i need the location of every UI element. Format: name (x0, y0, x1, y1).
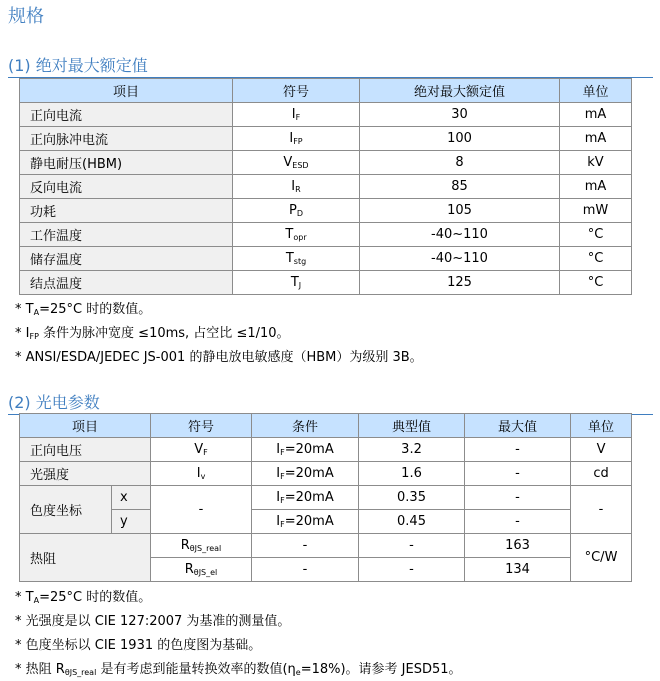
header-unit: 单位 (571, 414, 632, 438)
cell-symbol: $P_D$ (233, 199, 360, 223)
note-2-1: * $T_A=25^\circ C$ 时的数值。 (15, 590, 152, 605)
table-row (20, 199, 632, 223)
table-row-thermal-real (20, 534, 632, 558)
header-max: 最大值 (465, 414, 571, 438)
cell-item: 热阻 (20, 534, 151, 582)
table-row (20, 103, 632, 127)
optical-table (19, 413, 632, 582)
cell-typical: 0.45 (359, 510, 465, 534)
cell-condition: - (252, 558, 359, 582)
cell-value: -40~110 (360, 223, 560, 247)
cell-condition: $I_F=20mA$ (252, 486, 359, 510)
note-2-4: * 热阻 $R_{\theta JS\_real}$ 是有考虑到能量转换效率的数值$(\eta_e=18\%)$。请参考 JESD51。 (15, 662, 462, 677)
cell-unit: - (571, 486, 632, 534)
cell-item: 功耗 (20, 199, 233, 223)
table-row-chroma-x (20, 486, 632, 510)
cell-item: 储存温度 (20, 247, 233, 271)
cell-item: 反向电流 (20, 175, 233, 199)
cell-symbol: $I_F$ (233, 103, 360, 127)
cell-unit: cd (571, 462, 632, 486)
cell-item: 静电耐压(HBM) (20, 151, 233, 175)
note-2-2: * 光强度是以 CIE 127:2007 为基准的测量值。 (15, 614, 291, 629)
note-1-3: * ANSI/ESDA/JEDEC JS-001 的静电放电敏感度（HBM）为级别 3B。 (15, 350, 423, 365)
header-typical: 典型值 (359, 414, 465, 438)
cell-condition: $I_F=20mA$ (252, 438, 359, 462)
section-title-optical: (2) 光电参数 (8, 390, 653, 415)
cell-value: 30 (360, 103, 560, 127)
cell-sub-label: x (112, 486, 151, 510)
table-row (20, 175, 632, 199)
cell-condition: $I_F=20mA$ (252, 462, 359, 486)
header-symbol: 符号 (151, 414, 252, 438)
cell-max: - (465, 510, 571, 534)
cell-symbol: - (151, 486, 252, 534)
cell-item: 正向电流 (20, 103, 233, 127)
page-title: 规格 (8, 6, 44, 27)
cell-value: 8 (360, 151, 560, 175)
cell-max: - (465, 462, 571, 486)
table-row (20, 127, 632, 151)
cell-condition: $I_F=20mA$ (252, 510, 359, 534)
cell-max: 134 (465, 558, 571, 582)
note-1-1: * $T_A=25^\circ C$ 时的数值。 (15, 302, 152, 317)
absolute-max-table (19, 78, 632, 295)
cell-value: 100 (360, 127, 560, 151)
cell-item: 结点温度 (20, 271, 233, 295)
cell-symbol: $R_{\theta JS\_el}$ (151, 558, 252, 582)
cell-max: 163 (465, 534, 571, 558)
cell-unit: mA (560, 103, 632, 127)
cell-unit: mA (560, 175, 632, 199)
cell-value: 105 (360, 199, 560, 223)
cell-condition: - (252, 534, 359, 558)
table-row-chroma-y (20, 510, 632, 534)
header-item: 项目 (20, 79, 233, 103)
cell-symbol: $I_v$ (151, 462, 252, 486)
note-2-3: * 色度坐标以 CIE 1931 的色度图为基础。 (15, 638, 262, 653)
cell-symbol: $R_{\theta JS\_real}$ (151, 534, 252, 558)
table-header-row (20, 79, 632, 103)
cell-value: -40~110 (360, 247, 560, 271)
cell-typical: 3.2 (359, 438, 465, 462)
section-title-absolute-max: (1) 绝对最大额定值 (8, 53, 653, 78)
cell-value: 85 (360, 175, 560, 199)
cell-unit: °C/W (571, 534, 632, 582)
header-condition: 条件 (252, 414, 359, 438)
cell-unit: °C (560, 223, 632, 247)
header-symbol: 符号 (233, 79, 360, 103)
header-rating: 绝对最大额定值 (360, 79, 560, 103)
table-row-forward-voltage (20, 438, 632, 462)
cell-unit: kV (560, 151, 632, 175)
cell-unit: °C (560, 247, 632, 271)
header-unit: 单位 (560, 79, 632, 103)
cell-symbol: $I_R$ (233, 175, 360, 199)
table-row (20, 223, 632, 247)
header-item: 项目 (20, 414, 151, 438)
cell-item: 正向电压 (20, 438, 151, 462)
cell-unit: mW (560, 199, 632, 223)
cell-item: 正向脉冲电流 (20, 127, 233, 151)
cell-unit: V (571, 438, 632, 462)
cell-unit: mA (560, 127, 632, 151)
note-1-2: * $I_{FP}$ 条件为脉冲宽度 ≤10ms, 占空比 ≤1/10。 (15, 326, 290, 341)
cell-symbol: $I_{FP}$ (233, 127, 360, 151)
cell-symbol: $V_{ESD}$ (233, 151, 360, 175)
cell-symbol: $T_J$ (233, 271, 360, 295)
cell-typical: 0.35 (359, 486, 465, 510)
cell-item: 光强度 (20, 462, 151, 486)
cell-typical: - (359, 558, 465, 582)
table-row-luminous (20, 462, 632, 486)
cell-typical: - (359, 534, 465, 558)
cell-max: - (465, 486, 571, 510)
cell-item: 工作温度 (20, 223, 233, 247)
table-row (20, 247, 632, 271)
cell-symbol: $T_{opr}$ (233, 223, 360, 247)
cell-value: 125 (360, 271, 560, 295)
table-row (20, 151, 632, 175)
cell-sub-label: y (112, 510, 151, 534)
cell-item: 色度坐标 (20, 486, 112, 534)
cell-symbol: $T_{stg}$ (233, 247, 360, 271)
cell-unit: °C (560, 271, 632, 295)
table-header-row (20, 414, 632, 438)
cell-max: - (465, 438, 571, 462)
cell-typical: 1.6 (359, 462, 465, 486)
cell-symbol: $V_F$ (151, 438, 252, 462)
table-row (20, 271, 632, 295)
